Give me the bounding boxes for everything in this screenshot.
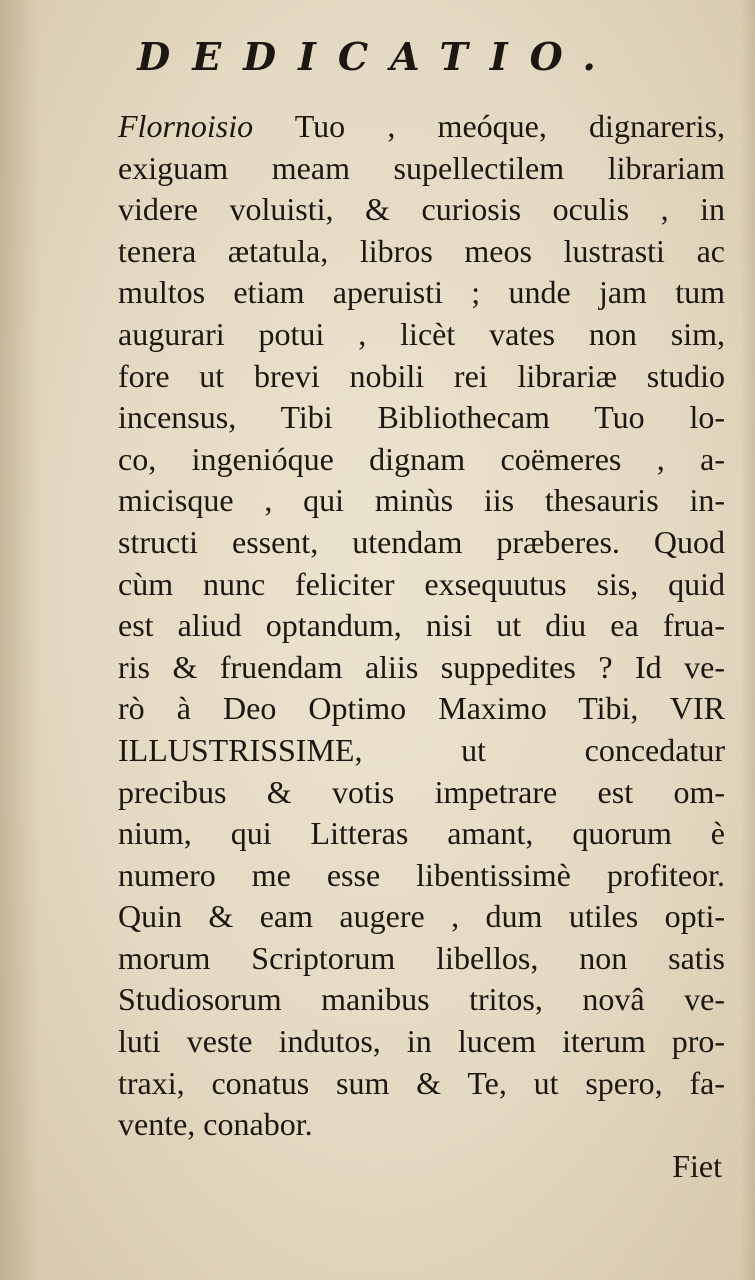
text-line: traxi, conatus sum & Te, ut spero, fa- [118, 1064, 725, 1101]
text-line: rò à Deo Optimo Maximo Tibi, VIR [118, 690, 725, 727]
text-line: incensus, Tibi Bibliothecam Tuo lo- [118, 399, 725, 436]
text-line: co, ingenióque dignam coëmeres , a- [118, 440, 725, 477]
text-line: vente, conabor. [118, 1106, 313, 1143]
text-line: micisque , qui minùs iis thesauris in- [118, 482, 725, 519]
text-line: tenera ætatula, libros meos lustrasti ac [118, 232, 725, 269]
text-line: numero me esse libentissimè profiteor. [118, 856, 725, 893]
catchword: Fiet [672, 1148, 722, 1184]
text-line: Quin & eam augere , dum utiles opti- [118, 898, 725, 935]
text-line: videre voluisti, & curiosis oculis , in [118, 191, 725, 228]
text-line: luti veste indutos, in lucem iterum pro- [118, 1023, 725, 1060]
dedication-body [118, 106, 725, 1146]
page-heading: DEDICATIO. [137, 34, 618, 79]
text-line: Flornoisio Tuo , meóque, dignareris, [118, 108, 725, 144]
text-line: structi essent, utendam præberes. Quod [118, 523, 725, 560]
text-line: cùm nunc feliciter exsequutus sis, quid [118, 565, 725, 602]
text-line: morum Scriptorum libellos, non satis [118, 939, 725, 976]
text-line: exiguam meam supellectilem librariam [118, 149, 725, 186]
first-word: Flornoisio [118, 108, 254, 144]
text-line: fore ut brevi nobili rei librariæ studio [118, 357, 725, 394]
text-line: nium, qui Litteras amant, quorum è [118, 815, 725, 852]
text-line: multos etiam aperuisti ; unde jam tum [118, 274, 725, 311]
text-line: augurari potui , licèt vates non sim, [118, 315, 725, 352]
text-line: ILLUSTRISSIME, ut concedatur [118, 731, 725, 768]
text-line: ris & fruendam aliis suppedites ? Id ve- [118, 648, 725, 685]
text-line: precibus & votis impetrare est om- [118, 773, 725, 810]
text-line: Studiosorum manibus tritos, novâ ve- [118, 981, 725, 1018]
text-line: est aliud optandum, nisi ut diu ea frua- [118, 607, 725, 644]
